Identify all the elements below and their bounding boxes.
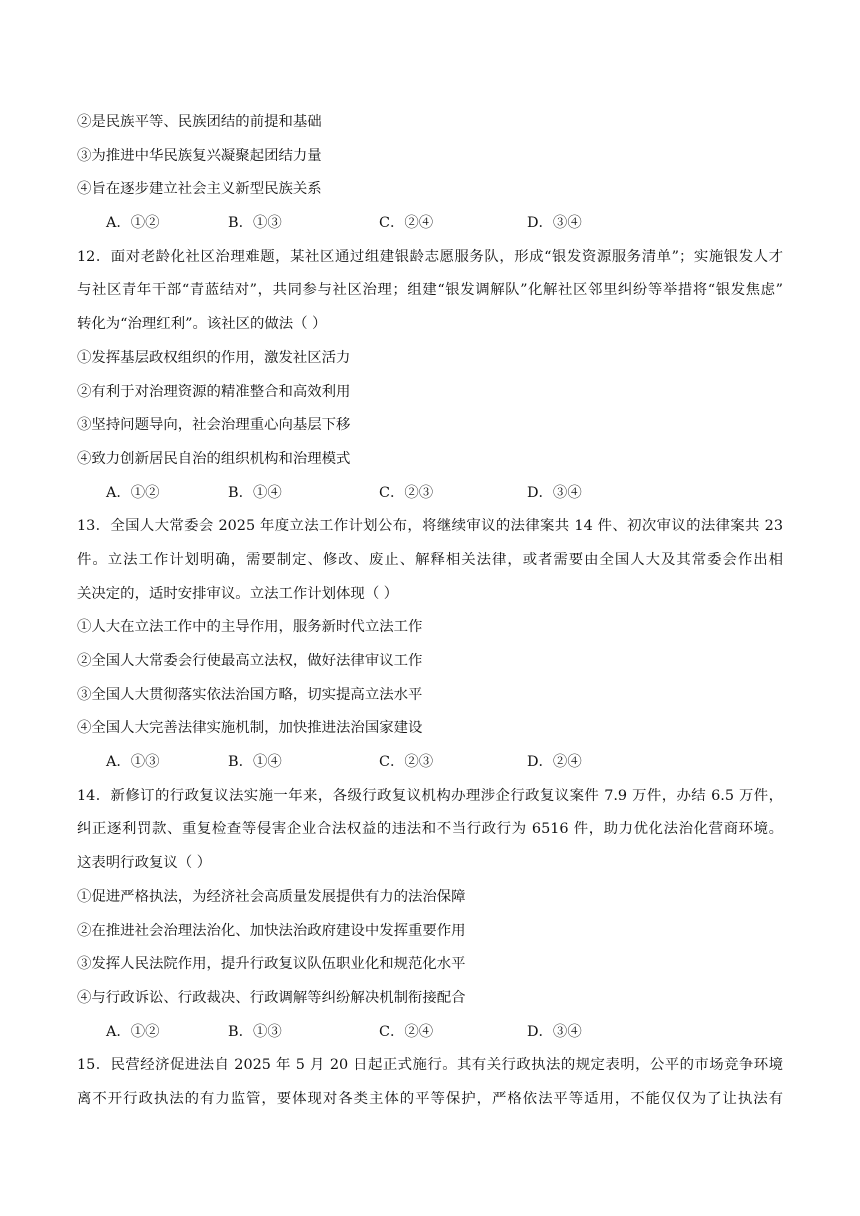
q12-option-2: ②有利于对治理资源的精准整合和高效利用 [77, 383, 351, 400]
q14-choice-a: A．①② [106, 1023, 160, 1040]
q12-answer-choices [77, 477, 783, 511]
q11-answer-choices [77, 207, 783, 241]
q14-choice-b: B．①③ [228, 1023, 282, 1040]
q14-option-1: ①促进严格执法，为经济社会高质量发展提供有力的法治保障 [77, 888, 466, 905]
q11-option-2: ②是民族平等、民族团结的前提和基础 [77, 114, 322, 130]
q13-stem-line-1: 13．全国人大常委会 2025 年度立法工作计划公布，将继续审议的法律案共 14 件、初次审议的法律案共 23 [77, 518, 783, 535]
q14-answer-choices [77, 1016, 783, 1050]
q12-choice-b: B．①④ [228, 484, 282, 501]
q13-option-3: ③全国人大贯彻落实依法治国方略，切实提高立法水平 [77, 686, 423, 703]
q12-option-1: ①发挥基层政权组织的作用，激发社区活力 [77, 349, 351, 366]
q13-option-1: ①人大在立法工作中的主导作用，服务新时代立法工作 [77, 619, 423, 636]
q13-choice-d: D．②④ [527, 754, 582, 771]
q14-choice-d: D．③④ [527, 1023, 582, 1040]
q12-stem-line-2: 与社区青年干部“青蓝结对”，共同参与社区治理；组建“银发调解队”化解社区邻里纠纷等举措将“银发焦虑” [77, 282, 783, 299]
q11-option-3: ③为推进中华民族复兴凝聚起团结力量 [77, 147, 322, 164]
q12-option-3: ③坚持问题导向，社会治理重心向基层下移 [77, 417, 351, 434]
q14-stem-line-2: 纠正逐利罚款、重复检查等侵害企业合法权益的违法和不当行政行为 6516 件，助力优化法治化营商环境。 [77, 821, 783, 838]
q14-stem-line-3: 这表明行政复议（ ） [77, 855, 212, 872]
q11-option-4: ④旨在逐步建立社会主义新型民族关系 [77, 181, 322, 198]
q11-choice-a: A．①② [106, 215, 160, 232]
q15-stem-line-1: 15．民营经济促进法自 2025 年 5 月 20 日起正式施行。其有关行政执法的规定表明，公平的市场竞争环境 [77, 1057, 783, 1074]
q15-stem-line-2: 离不开行政执法的有力监管，要体现对各类主体的平等保护，严格依法平等适用，不能仅仅为了让执法有 [77, 1090, 783, 1107]
q13-option-2: ②全国人大常委会行使最高立法权，做好法律审议工作 [77, 653, 423, 669]
q14-option-2: ②在推进社会治理法治化、加快法治政府建设中发挥重要作用 [77, 922, 466, 939]
q13-choice-c: C．②③ [379, 754, 434, 771]
q12-choice-d: D．③④ [527, 484, 582, 501]
q13-stem-line-2: 件。立法工作计划明确，需要制定、修改、废止、解释相关法律，或者需要由全国人大及其常委会作出相 [77, 551, 783, 568]
q13-stem-line-3: 关决定的，适时安排审议。立法工作计划体现（ ） [77, 585, 399, 602]
question-content [77, 106, 783, 1117]
q12-choice-c: C．②③ [379, 484, 434, 501]
q12-stem-line-3: 转化为“治理红利”。该社区的做法（ ） [77, 316, 327, 333]
q14-option-3: ③发挥人民法院作用，提升行政复议队伍职业化和规范化水平 [77, 956, 466, 973]
q13-choice-b: B．①④ [228, 754, 282, 771]
q12-choice-a: A．①② [106, 484, 160, 501]
q13-answer-choices [77, 746, 783, 780]
q13-option-4: ④全国人大完善法律实施机制，加快推进法治国家建设 [77, 720, 423, 737]
q11-choice-c: C．②④ [379, 215, 434, 232]
q11-choice-d: D．③④ [527, 215, 582, 232]
q12-option-4: ④致力创新居民自治的组织机构和治理模式 [77, 450, 351, 467]
q14-option-4: ④与行政诉讼、行政裁决、行政调解等纠纷解决机制衔接配合 [77, 989, 466, 1006]
q12-stem-line-1: 12．面对老龄化社区治理难题，某社区通过组建银龄志愿服务队，形成“银发资源服务清单”；实施银发人才 [77, 248, 783, 265]
q13-choice-a: A．①③ [106, 754, 160, 771]
q14-stem-line-1: 14．新修订的行政复议法实施一年来，各级行政复议机构办理涉企行政复议案件 7.9 万件，办结 6.5 万件， [77, 787, 783, 804]
q14-choice-c: C．②④ [379, 1023, 434, 1040]
q11-choice-b: B．①③ [228, 215, 282, 232]
